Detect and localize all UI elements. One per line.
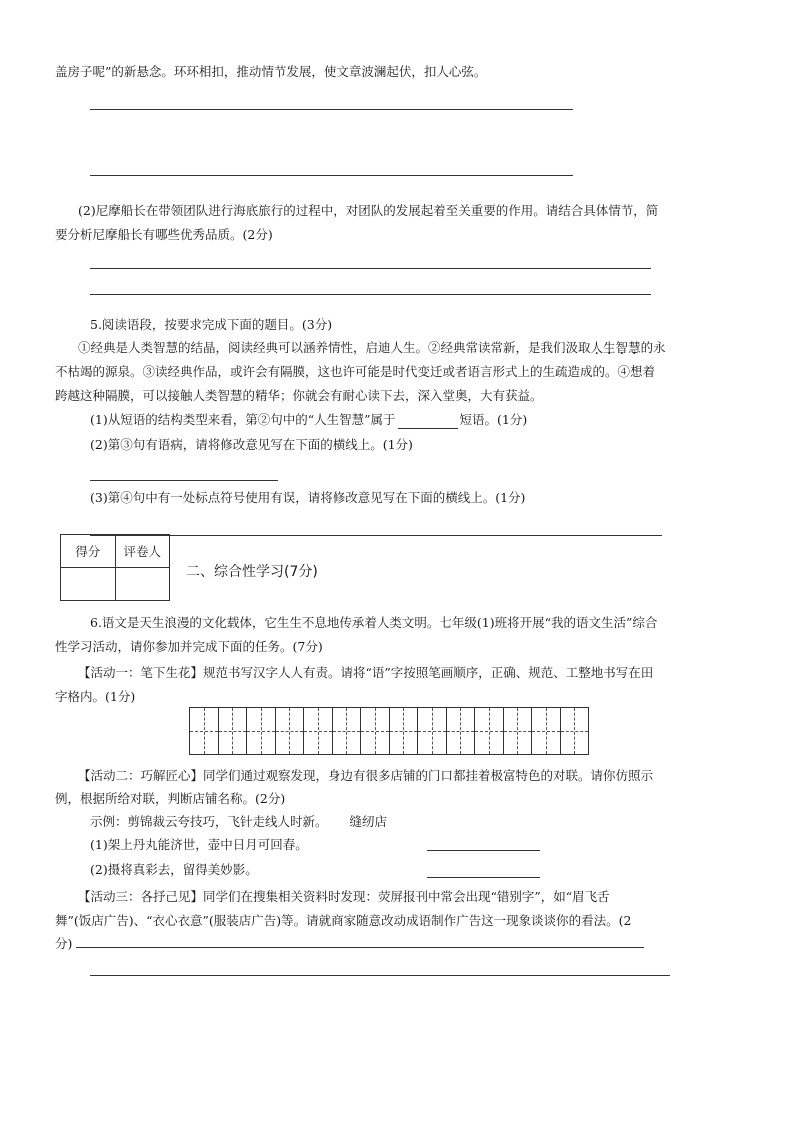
answer-line[interactable]	[90, 480, 278, 481]
q5-sub1	[90, 411, 527, 429]
q5-sub1-text: (1)从短语的结构类型来看，第②句中的“人生智慧”属于	[90, 412, 396, 427]
grid-cell[interactable]	[504, 708, 533, 754]
q5-sub2: (2)第③句有语病，请将修改意见写在下面的横线上。(1分)	[90, 437, 413, 452]
answer-line[interactable]	[90, 975, 670, 976]
example-line	[90, 813, 387, 831]
grid-cell[interactable]	[247, 708, 276, 754]
score-label: 得分	[61, 535, 116, 568]
example-text: 示例：剪锦裁云夸技巧，飞针走线人时新。	[90, 814, 328, 829]
q5-title: 5.阅读语段，按要求完成下面的题目。(3分)	[90, 317, 333, 332]
answer-line[interactable]	[427, 850, 540, 851]
dotted-char: 生	[603, 340, 616, 355]
grid-cell[interactable]	[361, 708, 390, 754]
grid-cell[interactable]	[190, 708, 219, 754]
grid-cell[interactable]	[219, 708, 248, 754]
example-answer: 缝纫店	[349, 814, 388, 829]
grid-cell[interactable]	[447, 708, 476, 754]
grid-cell[interactable]	[333, 708, 362, 754]
fill-blank[interactable]	[398, 414, 458, 429]
q6-intro-line1: 6.语文是天生浪漫的文化载体，它生生不息地传承着人类文明。七年级(1)班将开展“我的语文生活”综合	[90, 615, 658, 630]
activity3-line1: 【活动三：各抒己见】同学们在搜集相关资料时发现：荧屏报刊中常会出现“错别字”，如“眉飞舌	[78, 889, 610, 904]
q6-intro-line2: 性学习活动，请你参加并完成下面的任务。(7分)	[55, 639, 323, 654]
dotted-char: 慧	[628, 340, 641, 355]
activity1-line1: 【活动一：笔下生花】规范书写汉字人人有责。请将“语”字按照笔画顺序，正确、规范、工整地书写在田	[78, 665, 654, 680]
activity1-line2: 字格内。(1分)	[55, 689, 136, 704]
tian-zi-grid[interactable]	[189, 707, 589, 755]
section-title: 二、综合性学习(7分)	[186, 564, 318, 580]
dotted-char: 智	[615, 340, 629, 355]
answer-line[interactable]	[90, 535, 662, 536]
q5-para-text: 的永	[640, 340, 666, 355]
couplet1: (1)架上丹丸能济世，壶中日月可回春。	[90, 837, 308, 852]
q5-paragraph-line2: 不枯竭的源泉。③读经典作品，或许会有隔膜，这也许可能是时代变迁或者语言形式上的生疏造成的。④想着	[55, 364, 656, 379]
grid-cell[interactable]	[304, 708, 333, 754]
grid-cell[interactable]	[418, 708, 447, 754]
top-text-line: 盖房子呢”的新悬念。环环相扣，推动情节发展，使文章波澜起伏，扣人心弦。	[55, 64, 487, 79]
q2-text-line1: (2)尼摩船长在带领团队进行海底旅行的过程中，对团队的发展起着至关重要的作用。请结合具体情节，简	[78, 203, 659, 218]
grader-label: 评卷人	[115, 535, 170, 568]
grid-cell[interactable]	[561, 708, 589, 754]
activity3-line3: 分)	[55, 936, 73, 951]
grid-cell[interactable]	[390, 708, 419, 754]
answer-line[interactable]	[90, 268, 651, 269]
grid-cell[interactable]	[532, 708, 561, 754]
score-table	[60, 534, 170, 601]
activity2-line2: 例，根据所给对联，判断店铺名称。(2分)	[55, 791, 286, 806]
answer-line[interactable]	[90, 294, 651, 295]
q5-sub1-text: 短语。(1分)	[459, 412, 528, 427]
score-cell[interactable]	[61, 568, 116, 601]
q5-para-text: ①经典是人类智慧的结晶，阅读经典可以涵养情性，启迪人生。②经典常读常新，是我们汲取	[78, 340, 591, 355]
dotted-char: 人	[590, 340, 604, 355]
activity3-line2: 舞”(饭店广告)、“衣心衣意”(服装店广告)等。请就商家随意改动成语制作广告这一现象谈谈你的看法。(2	[55, 913, 632, 928]
grid-cell[interactable]	[475, 708, 504, 754]
activity2-line1: 【活动二：巧解匠心】同学们通过观察发现，身边有很多店铺的门口都挂着极富特色的对联。请你仿照示	[78, 768, 654, 783]
grid-cell[interactable]	[276, 708, 305, 754]
q5-paragraph-line1	[78, 339, 666, 357]
answer-line[interactable]	[90, 109, 573, 110]
answer-line[interactable]	[76, 947, 644, 948]
q5-sub3: (3)第④句中有一处标点符号使用有误，请将修改意见写在下面的横线上。(1分)	[90, 490, 526, 505]
q5-paragraph-line3: 跨越这种隔膜，可以接触人类智慧的精华；你就会有耐心读下去，深入堂奥，大有获益。	[55, 388, 543, 403]
grader-cell[interactable]	[115, 568, 170, 601]
answer-line[interactable]	[90, 175, 573, 176]
answer-line[interactable]	[427, 877, 540, 878]
couplet2: (2)摄将真彩去，留得美妙影。	[90, 862, 258, 877]
q2-text-line2: 要分析尼摩船长有哪些优秀品质。(2分)	[55, 227, 273, 242]
